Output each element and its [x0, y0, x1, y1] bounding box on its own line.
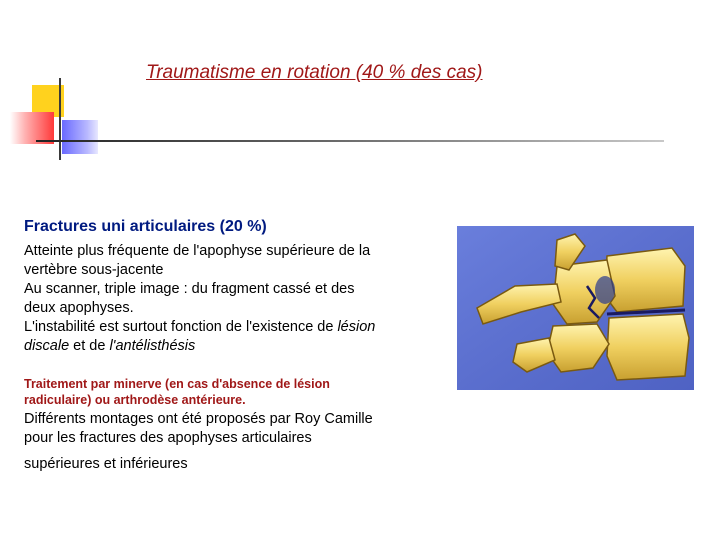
decor-blue-square [62, 120, 98, 154]
treatment-note [24, 376, 434, 408]
vertebra-illustration [457, 226, 694, 390]
description-italic: discale [24, 338, 70, 354]
description-line: vertèbre sous-jacente [24, 262, 164, 278]
description-paragraph [24, 242, 434, 356]
description-italic: lésion [337, 319, 376, 335]
section-subtitle: Fractures uni articulaires (20 %) [24, 218, 267, 235]
decor-vertical-line [59, 78, 61, 160]
treatment-line: Traitement par minerve (en cas d'absence de lésion [24, 377, 330, 391]
description-line: Atteinte plus fréquente de l'apophyse supérieure de la [24, 243, 371, 259]
montage-paragraph-continuation: supérieures et inférieures [24, 456, 188, 472]
description-text: L'instabilité est surtout fonction de l'existence de [24, 319, 338, 335]
description-line: deux apophyses. [24, 300, 134, 316]
description-line [24, 337, 434, 356]
treatment-line: radiculaire) ou arthrodèse antérieure. [24, 393, 246, 407]
description-italic: l'antélisthésis [109, 338, 196, 354]
description-text: et de [69, 338, 110, 354]
slide-title: Traumatisme en rotation (40 % des cas) [146, 62, 483, 83]
montage-line: pour les fractures des apophyses articulaires [24, 430, 312, 446]
description-line: Au scanner, triple image : du fragment cassé et des [24, 281, 355, 297]
montage-line: Différents montages ont été proposés par Roy Camille [24, 411, 373, 427]
description-line [24, 318, 434, 337]
title-divider-line [36, 140, 664, 142]
vertebra-illustration-svg [457, 226, 694, 390]
montage-paragraph [24, 410, 444, 448]
